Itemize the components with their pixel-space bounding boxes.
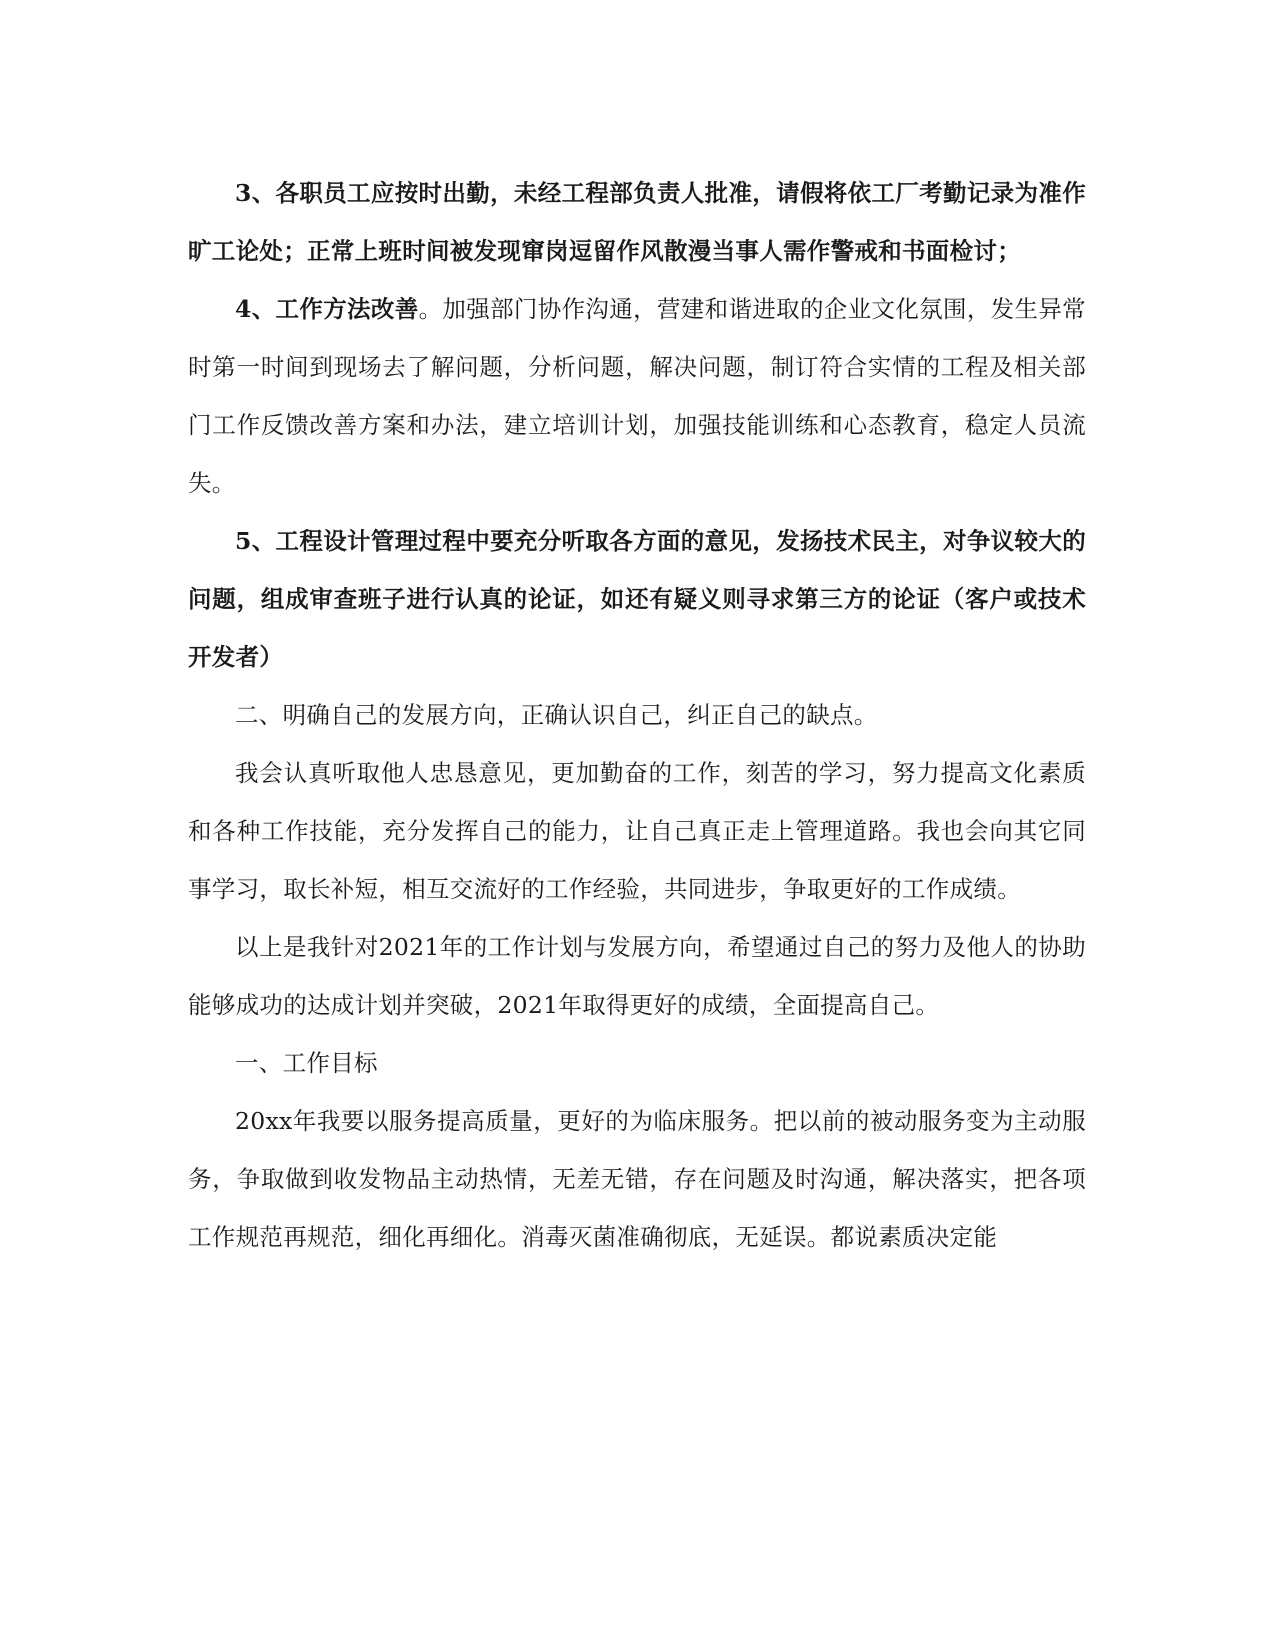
paragraph-work-method-heading: 4、工作方法改善 xyxy=(235,295,419,323)
paragraph-design-management: 5、工程设计管理过程中要充分听取各方面的意见，发扬技术民主，对争议较大的问题，组成审查班子进行认真的论证，如还有疑义则寻求第三方的论证（客户或技术开发者） xyxy=(188,527,1086,671)
paragraph-development-direction: 二、明确自己的发展方向，正确认识自己，纠正自己的缺点。 xyxy=(235,701,878,729)
paragraph-summary: 以上是我针对2021年的工作计划与发展方向，希望通过自己的努力及他人的协助能够成功的达成计划并突破，2021年取得更好的成绩，全面提高自己。 xyxy=(188,933,1086,1019)
paragraph-work-goals-heading: 一、工作目标 xyxy=(235,1049,378,1077)
paragraph-work-goals-body: 20xx年我要以服务提高质量，更好的为临床服务。把以前的被动服务变为主动服务，争取做到收发物品主动热情，无差无错，存在问题及时沟通，解决落实，把各项工作规范再规范，细化再细化。消毒灭菌准确彻底，无延误。都说素质决定能 xyxy=(188,1107,1086,1251)
paragraph-work-method-body: 。加强部门协作沟通，营建和谐进取的企业文化氛围，发生异常时第一时间到现场去了解问题，分析问题，解决问题，制订符合实情的工程及相关部门工作反馈改善方案和办法，建立培训计划，加强技能训练和心态教育，稳定人员流失。 xyxy=(188,295,1086,497)
paragraph-self-improvement: 我会认真听取他人忠恳意见，更加勤奋的工作，刻苦的学习，努力提高文化素质和各种工作技能，充分发挥自己的能力，让自己真正走上管理道路。我也会向其它同事学习，取长补短，相互交流好的工作经验，共同进步，争取更好的工作成绩。 xyxy=(188,759,1086,903)
paragraph-work-method xyxy=(188,280,1086,512)
document-body xyxy=(188,164,1086,1266)
paragraph-attendance-rule: 3、各职员工应按时出勤，未经工程部负责人批准，请假将依工厂考勤记录为准作旷工论处；正常上班时间被发现窜岗逗留作风散漫当事人需作警戒和书面检讨； xyxy=(188,179,1086,265)
